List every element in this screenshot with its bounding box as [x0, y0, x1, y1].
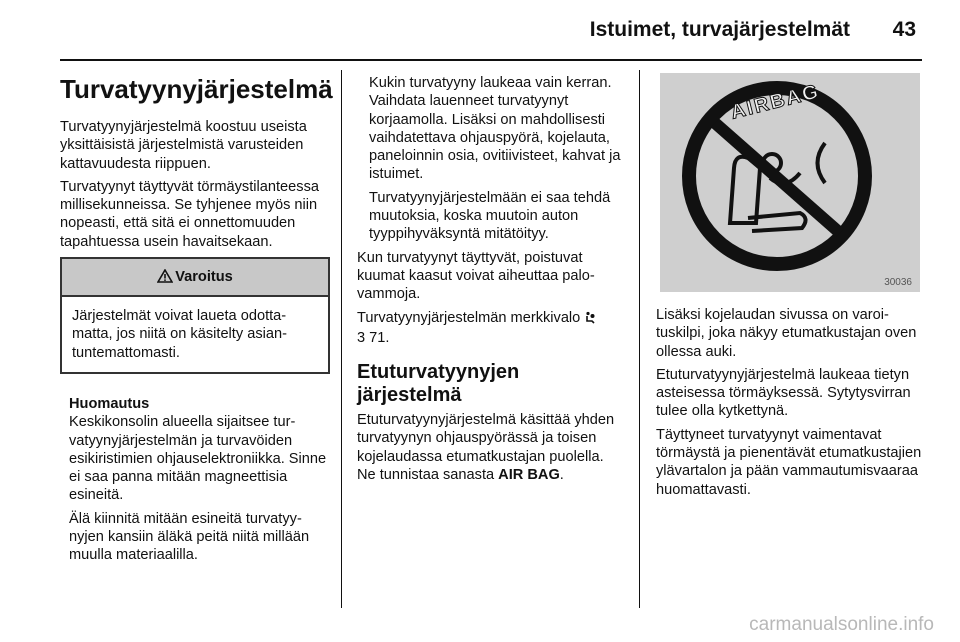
- middle-column: [357, 74, 625, 489]
- paragraph: [357, 411, 625, 484]
- paragraph: Turvatyynyt täyttyvät törmäystilanteessa millisekunneissa. Se tyhjenee myös niin nopeasti, että sitä ei onnettomuuden tapahtuessa usein havaitsekaan.: [60, 178, 319, 250]
- watermark: carmanualsonline.info: [749, 614, 934, 635]
- section-heading-airbag-system: Turvatyynyjärjestelmä: [60, 74, 333, 104]
- paragraph: Täyttyneet turvatyynyt vaimentavat törmäystä ja pienentävät etumatkustajien ylävartalon ja pään vammautumisvaaraa huomattavasti.: [656, 426, 922, 498]
- paragraph-text: Turvatyynyjärjestelmän merkkivalo: [357, 309, 585, 326]
- header-rule: [60, 59, 922, 61]
- page-reference[interactable]: 71.: [365, 329, 390, 346]
- section-heading-front-airbags: Etuturvatyynyjen järjestelmä: [357, 361, 520, 407]
- paragraph: [357, 309, 625, 348]
- paragraph: Älä kiinnitä mitään esineitä turvatyynyjen kansiin äläkä peitä niitä millään muulla materiaalilla.: [69, 510, 310, 564]
- column-divider-2: [639, 70, 640, 608]
- left-column: [60, 74, 333, 570]
- column-divider-1: [341, 70, 342, 608]
- running-header-title: Istuimet, turvajärjestelmät: [589, 18, 850, 41]
- page-reference-arrow-icon: 3: [357, 329, 366, 346]
- note-block: [60, 395, 330, 565]
- paragraph: Lisäksi kojelaudan sivussa on varoituskilpi, joka näkyy etumatkustajan oven ollessa auki.: [656, 307, 917, 360]
- paragraph: Turvatyynyjärjestelmään ei saa tehdä muutoksia, koska muutoin auton tyyppihyväksyntä mitätöityy.: [369, 189, 611, 243]
- warning-triangle-icon: [157, 261, 173, 297]
- figure-label: AIRBAG: [728, 80, 823, 124]
- paragraph: Keskikonsolin alueella sijaitsee turvatyynyjärjestelmän ja turvavöiden esikiristimien ohjauselektroniikka. Sinne ei saa panna mitään magneettisia esineitä.: [69, 414, 327, 504]
- warning-title: Varoitus: [175, 269, 233, 286]
- airbag-light-icon: [584, 311, 596, 329]
- paragraph: Kun turvatyynyt täyttyvät, poistuvat kuumat kaasut voivat aiheuttaa palovammoja.: [357, 249, 595, 303]
- paragraph: Turvatyynyjärjestelmä koostuu useista yksittäisistä järjestelmistä varusteiden kattavuudesta riippuen.: [60, 119, 307, 172]
- paragraph: Etuturvatyynyjärjestelmä laukeaa tietyn asteisessa törmäyksessä. Sytytysvirran tulee olla kytkettynä.: [656, 366, 911, 420]
- page-number: 43: [892, 18, 916, 41]
- paragraph-text: Etuturvatyynyjärjestelmä käsittää yhden turvatyynyn ohjauspyörässä ja toisen kojelaudassa etumatkustajan puolella. Ne tunnistaa sanasta: [357, 412, 615, 484]
- note-title: Huomautus: [69, 395, 150, 412]
- paragraph-end: .: [559, 467, 564, 484]
- paragraph: Kukin turvatyyny laukeaa vain kerran. Vaihdata lauenneet turvatyynyt korjaamolla. Lisäksi on mahdollisesti vaihdatettava ohjauspyörä, kojelauta, paneloinnin osia, ovitiivisteet, kahvat ja istuimet.: [369, 75, 621, 183]
- airbag-warning-figure: [660, 73, 920, 292]
- right-column: [656, 306, 924, 504]
- warning-box: [60, 257, 330, 374]
- airbag-word: AIR BAG: [498, 467, 560, 484]
- figure-number: 30036: [884, 277, 912, 288]
- warning-header: [62, 259, 328, 297]
- warning-text: Järjestelmät voivat laueta odottamatta, jos niitä on käsitelty asiantuntemattomasti.: [72, 308, 287, 361]
